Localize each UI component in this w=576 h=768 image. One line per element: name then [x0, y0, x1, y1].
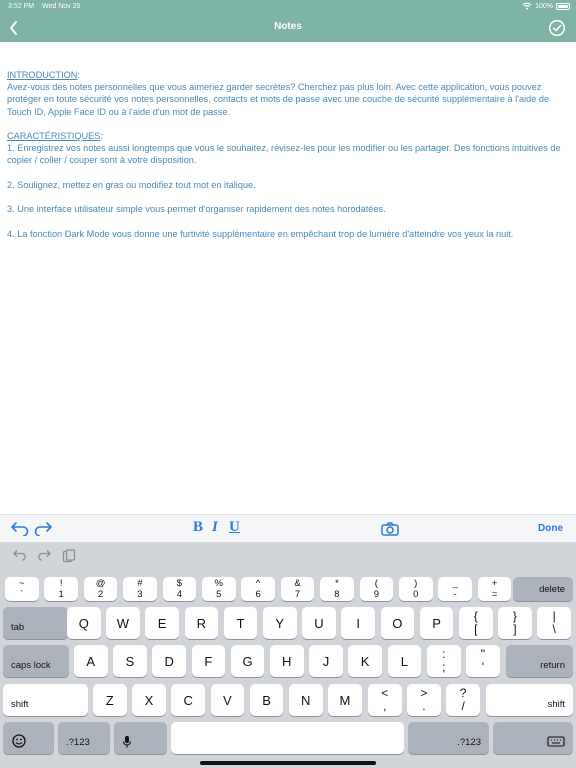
key-letter: B — [262, 692, 271, 708]
key-num--[interactable] — [438, 577, 472, 601]
key-letter: V — [223, 692, 232, 708]
key-letter: T — [236, 615, 245, 631]
key-base-glyph: 5 — [216, 589, 222, 600]
key-base-glyph: 9 — [373, 589, 379, 600]
key-shift-glyph: & — [294, 578, 301, 589]
key-base-glyph: 7 — [294, 589, 301, 600]
numbers-label: .?123 — [66, 737, 90, 748]
key-punct-row4-0[interactable] — [368, 684, 402, 716]
intro-heading: INTRODUCTION — [7, 70, 78, 80]
caps-lock-label: caps lock — [11, 660, 51, 671]
key-letter: S — [125, 653, 135, 669]
undo-icon[interactable] — [10, 520, 30, 536]
key-base-glyph: 8 — [334, 589, 340, 600]
features-heading: CARACTÉRISTIQUES — [7, 131, 101, 141]
key-num-8[interactable] — [320, 577, 354, 601]
key-base-glyph: - — [453, 589, 457, 600]
key-e[interactable] — [145, 607, 179, 639]
key-base-glyph: \ — [552, 622, 556, 636]
key-f[interactable] — [192, 645, 226, 677]
key-glyphs — [96, 578, 106, 600]
emoji-key[interactable] — [3, 722, 54, 754]
key-r[interactable] — [185, 607, 219, 639]
key-letter: Q — [78, 615, 89, 631]
key-base-glyph: = — [491, 589, 498, 600]
features-colon: : — [100, 131, 103, 141]
key-base-glyph: ; — [442, 660, 446, 674]
key-base-glyph: 1 — [58, 589, 64, 600]
dictation-key[interactable] — [114, 722, 167, 754]
key-shift-glyph: | — [552, 609, 556, 623]
battery-percent: 100% — [535, 2, 553, 10]
key-glyphs — [413, 578, 418, 600]
key-letter: F — [204, 653, 213, 669]
key-base-glyph: [ — [474, 622, 478, 636]
key-glyphs — [58, 578, 63, 600]
kb-redo-icon[interactable] — [37, 549, 51, 561]
kb-undo-icon[interactable] — [13, 549, 27, 561]
key-shift-glyph: { — [473, 609, 478, 623]
key-letter: W — [116, 615, 130, 631]
camera-icon[interactable] — [381, 522, 399, 536]
checkmark-circle-icon[interactable] — [548, 19, 566, 37]
nav-title: Notes — [274, 21, 302, 32]
key-letter: K — [360, 653, 370, 669]
key-symbol-0[interactable] — [459, 607, 493, 639]
key-base-glyph: 2 — [97, 589, 104, 600]
key-glyphs — [552, 610, 555, 636]
key-shift-glyph: % — [214, 578, 223, 589]
key-glyphs — [137, 578, 142, 600]
key-j[interactable] — [309, 645, 343, 677]
key-glyphs — [442, 648, 445, 674]
key-h[interactable] — [270, 645, 304, 677]
key-letter: Z — [105, 692, 114, 708]
key-shift-glyph: _ — [452, 578, 458, 589]
key-shift-glyph: # — [137, 578, 143, 589]
key-letter: U — [314, 615, 324, 631]
key-z[interactable] — [93, 684, 127, 716]
key-num-2[interactable] — [84, 577, 118, 601]
key-glyphs — [492, 578, 498, 600]
intro-text: Avez-vous des notes personnelles que vous aimeriez garder secrètes? Cherchez pas plus loin. Avec cette application, vous pouvez protéger en toute sécurité vos notes personnelles, contacts et mots de passe avec une couche de sécurité supplémentaire à l'aide de Touch ID, Apple Face ID ou à l'aide d'un mot de passe. — [7, 82, 550, 117]
key-shift-glyph: ( — [374, 578, 378, 589]
numbers-key-right[interactable] — [408, 722, 489, 754]
paste-icon[interactable] — [62, 549, 76, 563]
key-shift-glyph: : — [442, 647, 446, 661]
key-shift-glyph: < — [381, 686, 389, 700]
key-glyphs — [215, 578, 223, 600]
shift-label: shift — [11, 699, 29, 710]
italic-button[interactable]: I — [212, 519, 218, 535]
key-letter: H — [282, 653, 292, 669]
key-shift-glyph: " — [480, 647, 486, 661]
key-num-7[interactable] — [281, 577, 315, 601]
key-base-glyph: . — [422, 699, 426, 713]
key-symbol-2[interactable] — [537, 607, 571, 639]
key-shift-glyph: + — [491, 578, 498, 589]
return-label: return — [540, 660, 565, 671]
feature-3: 3. Une interface utilisateur simple vous permet d'organiser rapidement des notes horodatées. — [7, 204, 386, 215]
key-glyphs — [374, 578, 379, 600]
key-shift-glyph: > — [420, 686, 428, 700]
delete-key[interactable] — [513, 577, 573, 601]
key-letter: O — [392, 615, 403, 631]
features-paragraph — [7, 130, 573, 167]
key-num-1[interactable] — [44, 577, 78, 601]
key-g[interactable] — [231, 645, 265, 677]
done-button[interactable]: Done — [538, 523, 563, 534]
key-base-glyph: 4 — [176, 589, 182, 600]
key-letter: D — [164, 653, 174, 669]
key-l[interactable] — [388, 645, 422, 677]
key-shift-glyph: ! — [59, 578, 63, 589]
emoji-icon — [11, 733, 27, 749]
key-letter: N — [301, 692, 311, 708]
key-glyphs — [19, 578, 25, 600]
shift-label: shift — [547, 699, 565, 710]
bold-button[interactable]: B — [193, 519, 204, 535]
numbers-label: .?123 — [457, 737, 481, 748]
key-num-9[interactable] — [360, 577, 394, 601]
key-shift-glyph: ~ — [18, 578, 25, 589]
feature-4: 4. La fonction Dark Mode vous donne une furtivité supplémentaire en empêchant trop de lumière d'atteindre vos yeux la nuit. — [7, 228, 514, 239]
key-o[interactable] — [381, 607, 415, 639]
delete-label: delete — [539, 584, 565, 595]
key-punct-row4-2[interactable] — [446, 684, 480, 716]
key-letter: M — [339, 692, 351, 708]
key-base-glyph: 3 — [137, 589, 143, 600]
key-a[interactable] — [74, 645, 108, 677]
key-num-5[interactable] — [202, 577, 236, 601]
caps-lock-key[interactable] — [3, 645, 69, 677]
key-glyphs — [460, 687, 467, 713]
status-right — [522, 2, 570, 10]
key-letter: L — [400, 653, 408, 669]
key-y[interactable] — [263, 607, 297, 639]
key-glyphs — [294, 578, 300, 600]
return-key[interactable] — [506, 645, 573, 677]
tab-label: tab — [11, 622, 25, 633]
key-b[interactable] — [250, 684, 284, 716]
key-q[interactable] — [67, 607, 101, 639]
key-s[interactable] — [113, 645, 147, 677]
key-symbol-1[interactable] — [498, 607, 532, 639]
key-k[interactable] — [348, 645, 382, 677]
key-letter: X — [144, 692, 154, 708]
key-letter: P — [432, 615, 441, 631]
key-p[interactable] — [420, 607, 454, 639]
format-toolbar — [0, 514, 576, 542]
keyboard — [0, 542, 576, 768]
key-punct-row4-1[interactable] — [407, 684, 441, 716]
key-i[interactable] — [341, 607, 375, 639]
key-letter: A — [86, 653, 96, 669]
underline-button[interactable]: U — [229, 519, 240, 535]
key-num-=[interactable] — [478, 577, 512, 601]
key-u[interactable] — [302, 607, 336, 639]
key-shift-glyph: } — [512, 609, 517, 623]
key-shift-glyph: ? — [459, 686, 467, 700]
key-num-0[interactable] — [399, 577, 433, 601]
note-editor[interactable] — [7, 69, 573, 252]
status-time: 3:52 PM — [8, 3, 35, 10]
key-shift-glyph: @ — [95, 578, 106, 589]
battery-icon — [556, 3, 570, 10]
right-shift-key[interactable] — [486, 684, 573, 716]
intro-colon: : — [77, 70, 80, 80]
key-n[interactable] — [289, 684, 323, 716]
key-shift-glyph: ^ — [255, 578, 261, 589]
key-base-glyph: / — [461, 699, 465, 713]
key-m[interactable] — [328, 684, 362, 716]
key-base-glyph: , — [383, 699, 387, 713]
redo-icon[interactable] — [33, 520, 53, 536]
key-c[interactable] — [171, 684, 205, 716]
key-num-3[interactable] — [123, 577, 157, 601]
left-shift-key[interactable] — [3, 684, 88, 716]
home-indicator — [200, 761, 376, 765]
space-bar[interactable] — [171, 722, 404, 754]
key-shift-glyph: ) — [414, 578, 418, 589]
key-base-glyph: 0 — [413, 589, 419, 600]
key-punct-0[interactable] — [427, 645, 461, 677]
key-w[interactable] — [106, 607, 140, 639]
key-base-glyph: ` — [20, 589, 24, 600]
key-glyphs — [481, 648, 485, 674]
key-base-glyph: ' — [481, 660, 485, 674]
keyboard-hide-icon — [547, 736, 565, 750]
hide-keyboard-key[interactable] — [493, 722, 573, 754]
key-letter: C — [183, 692, 193, 708]
shortcut-bar — [0, 542, 576, 572]
key-glyphs — [452, 578, 457, 600]
microphone-icon — [122, 735, 132, 749]
key-num-4[interactable] — [163, 577, 197, 601]
feature-2: 2. Soulignez, mettez en gras ou modifiez tout mot en italique. — [7, 179, 256, 190]
nav-bar — [0, 14, 576, 42]
key-base-glyph: ] — [513, 622, 517, 636]
key-v[interactable] — [211, 684, 245, 716]
key-punct-1[interactable] — [466, 645, 500, 677]
key-d[interactable] — [152, 645, 186, 677]
key-glyphs — [420, 687, 427, 713]
key-glyphs — [513, 610, 517, 636]
key-num-`[interactable] — [5, 577, 39, 601]
key-letter: E — [157, 615, 167, 631]
numbers-key-left[interactable] — [58, 722, 110, 754]
key-glyphs — [474, 610, 478, 636]
key-base-glyph: 6 — [255, 589, 261, 600]
key-x[interactable] — [132, 684, 166, 716]
key-glyphs — [381, 687, 388, 713]
key-shift-glyph: $ — [176, 578, 182, 589]
intro-paragraph — [7, 69, 573, 118]
key-letter: G — [242, 653, 253, 669]
key-num-6[interactable] — [241, 577, 275, 601]
key-shift-glyph: * — [335, 578, 339, 589]
key-letter: Y — [275, 615, 285, 631]
key-glyphs — [255, 578, 260, 600]
key-letter: R — [196, 615, 207, 631]
feature-1: 1. Enregistrez vos notes aussi longtemps que vous le souhaitez, révisez-les pour les modifier ou les partager. Des fonctions intuitives de copier / coller / couper sont à votre disposition. — [7, 143, 561, 166]
tab-key[interactable] — [3, 607, 68, 639]
key-t[interactable] — [224, 607, 258, 639]
key-letter: J — [322, 653, 330, 669]
status-bar — [0, 0, 576, 14]
status-date: Wed Nov 25 — [42, 3, 81, 10]
key-glyphs — [177, 578, 182, 600]
key-glyphs — [334, 578, 339, 600]
key-letter: I — [356, 615, 360, 631]
wifi-icon — [522, 2, 532, 10]
